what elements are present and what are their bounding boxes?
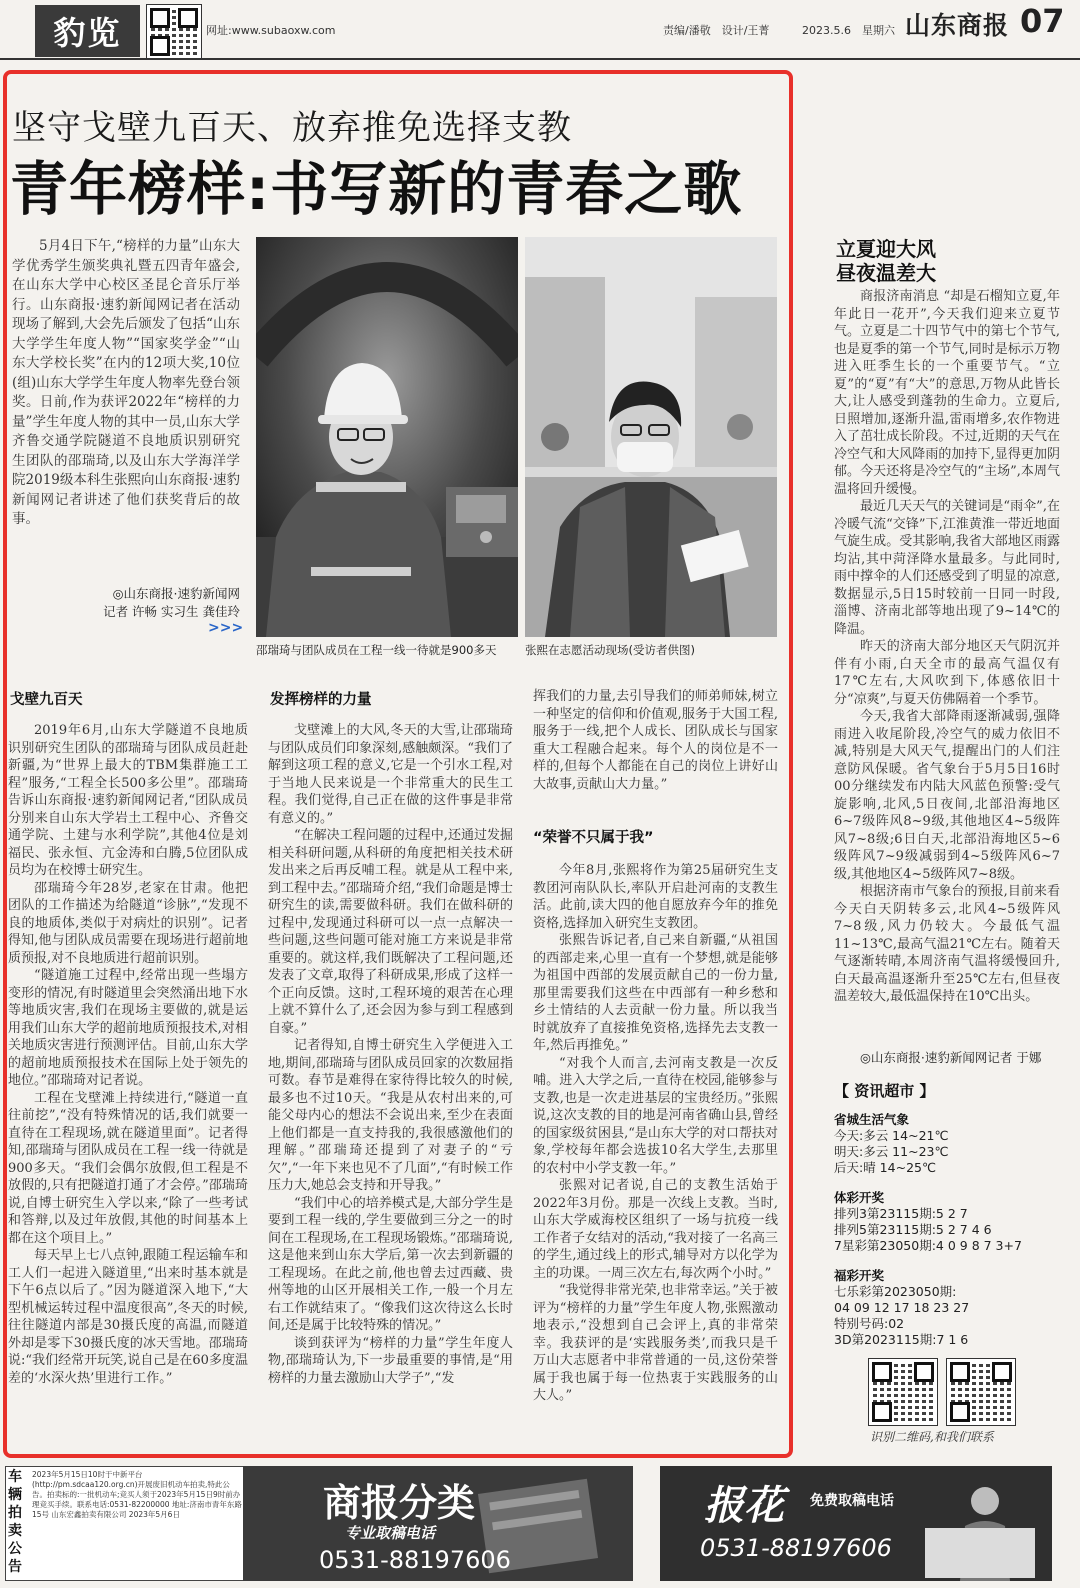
- header-qr-code[interactable]: [146, 4, 202, 60]
- baohua-ad-banner[interactable]: [660, 1466, 1052, 1581]
- classified-phone[interactable]: 0531-88197606: [319, 1546, 511, 1574]
- photo1-caption: 邵瑞琦与团队成员在工程一线一待就是900多天: [256, 643, 497, 657]
- volunteer-photo-illustration: [525, 237, 777, 637]
- byline-outlet: ◎山东商报·速豹新闻网: [112, 586, 240, 601]
- paragraph: 戈壁滩上的大风,冬天的大雪,让邵瑞琦与团队成员们印象深刻,感触颇深。“我们了解到这项工程的意义,它是一个引水工程,对于当地人民来说是一个非常重大的民生工程。我们觉得,自己正在做的这件事是非常有意义的。”: [268, 723, 513, 826]
- paragraph: 今天,我省大部降雨逐渐减弱,强降雨进入收尾阶段,冷空气的威力依旧不减,特别是大风天气,提醒出门的人们注意防风保暖。省气象台于5月5日16时00分继续发布内陆大风蓝色预警:受气旋影响,北风,5日夜间,北部沿海地区6~7级阵风8~9级,其他地区4~5级阵风7~8级;6日白天,北部沿海地区5~6级阵风7~9级减弱到4~5级阵风6~7级,其他地区4~5级阵风7~8级。: [834, 709, 1060, 882]
- paragraph: 记者得知,自博士研究生入学便进入工地,期间,邵瑞琦与团队成员回家的次数屈指可数。春节是难得在家待得比较久的时候,最多也不过10天。“我是从农村出来的,可能父母内心的想法不会说出来,至少在表面上他们都是一直支持我的,我很感激他们的理解。”邵瑞琦还提到了对妻子的“亏欠”,“一年下来也见不了几面”,“有时候工作压力大,她总会支持和开导我。”: [268, 1038, 513, 1193]
- paragraph: 商报济南消息 “却是石榴知立夏,年年此日一花开”,今天我们迎来立夏节气。立夏是二十四节气中的第七个节气,也是夏季的第一个节气,同时是标示万物进入旺季生长的一个重要节气。“立夏”的“夏”有“大”的意思,万物从此皆长大,让人感受到蓬勃的生命力。立夏后,日照增加,逐渐升温,雷雨增多,农作物进入了茁壮成长阶段。不过,近期的天气在冷空气和大风降雨的加持下,显得更加阴郁。今天还将是冷空气的“主场”,本周气温将回升缓慢。: [834, 289, 1060, 497]
- classified-subtitle: 专业取稿电话: [345, 1524, 436, 1542]
- baohua-subtitle: 免费取稿电话: [810, 1493, 894, 1509]
- header-divider: [0, 58, 1080, 60]
- paragraph: “我们中心的培养模式是,大部分学生是要到工程一线的,学生要做到三分之一的时间在工程现场,在工程现场锻炼。”邵瑞琦说,这是他来到山东大学后,第一次去到新疆的工程现场。在此之前,他也曾去过西藏、贵州等地的山区开展相关工作,一般一个月左右工作就结束了。“像我们这次待这么长时间,还是属于比较特殊的情况。”: [268, 1195, 513, 1333]
- info-market-heading: 【 资讯超市 】: [834, 1082, 935, 1100]
- weather-block: [834, 1110, 1060, 1176]
- paragraph: 今年8月,张熙将作为第25届研究生支教团河南队队长,率队开启赴河南的支教生活。此前,读大四的他自愿放弃今年的推免资格,选择加入研究生支教团。: [533, 863, 778, 931]
- paragraph: 挥我们的力量,去引导我们的师弟师妹,树立一种坚定的信仰和价值观,服务于大国工程,服务于一线,把个人成长、团队成长与国家重大工程融合起来。每个人的岗位是不一样的,但每个人都能在自己的岗位上讲好山大故事,贡献山大力量。”: [533, 689, 778, 792]
- lottery-result: 七乐彩第2023050期:: [834, 1284, 957, 1299]
- page-number: 07: [1020, 2, 1065, 40]
- editor-credit: 责编/潘敬 设计/王菁: [663, 24, 770, 37]
- issue-date: 2023.5.6 星期六: [802, 24, 895, 37]
- sidebar-title-line-1: 立夏迎大风: [836, 237, 936, 261]
- article-column-2: [268, 722, 513, 1387]
- lottery-result: 排列3第23115期:5 2 7: [834, 1206, 968, 1221]
- photo2-caption: 张熙在志愿活动现场(受访者供图): [525, 643, 695, 657]
- lottery-result: 特别号码:02: [834, 1316, 905, 1331]
- paper-name: 山东商报: [905, 11, 1010, 40]
- auction-notice-text: 2023年5月15日10时于中新平台(http://pm.sdcaa120.org.cn)开展废旧机动车拍卖,特此公告。拍卖标的:一批机动车;竞买人须于2023年5月15日9时前办理竞买手续。联系电话:0531-82200000 地址:济南市青年东路15号 山东宏鑫拍卖有限公司 2023年5月6日: [32, 1470, 242, 1519]
- more-arrow[interactable]: >>>: [208, 620, 244, 636]
- paragraph: “在解决工程问题的过程中,还通过发掘相关科研问题,从科研的角度把相关技术研发出来之后再反哺工程。就是从工程中来,到工程中去。”邵瑞琦介绍,“我们命题是博士研究生的读,需要做科研。我们在做科研的过程中,发现通过科研可以一点一点解决一些问题,这些问题可能对施工方来说是非常重要的。就这样,我们既解决了工程问题,还发表了文章,取得了科研成果,形成了这样一个正向反馈。这时,工程环境的艰苦在心理上就不算什么了,还会因为参与到工程感到自豪。”: [268, 828, 513, 1036]
- article-byline: [90, 585, 240, 621]
- contact-qr-code-2[interactable]: [946, 1358, 1016, 1426]
- article-column-3-lead: [533, 688, 778, 793]
- paragraph: 昨天的济南大部分地区天气阴沉并伴有小雨,白天全市的最高气温仅有17℃左右,大风吹到下,体感依旧十分“凉爽”,与夏天仿佛隔着一个季节。: [834, 639, 1060, 707]
- paragraph: 最近几天天气的关键词是“雨伞”,在冷暖气流“交锋”下,江淮黄淮一带近地面气旋生成。受其影响,我省大部地区雨露均沾,其中菏泽降水量最多。与此同时,雨中撑伞的人们还感受到了明显的凉意,数据显示,5日15时较前一日同一时段,淄博、济南北部等地出现了9~14℃的降温。: [834, 499, 1060, 637]
- classified-title: 商报分类: [323, 1481, 476, 1525]
- paragraph: 邵瑞琦今年28岁,老家在甘肃。他把团队的工作描述为给隧道“诊脉”,“发现不良的地质体,类似于对病灶的识别”。记者得知,他与团队成员需要在现场进行超前地质预报,对不良地质进行超前识别。: [8, 880, 248, 966]
- contact-qr-code-1[interactable]: [868, 1358, 938, 1426]
- lottery-result: 7星彩第23050期:4 0 9 8 7 3+7: [834, 1238, 1022, 1253]
- paragraph: 张熙告诉记者,自己来自新疆,“从祖国的西部走来,心里一直有一个梦想,就是能够为祖国中西部的发展贡献自己的一份力量,那里需要我们这些在中西部有一种乡愁和乡土情结的人去贡献一份力量。所以我当时就放弃了直接推免资格,选择先去支教一年,然后再推免。”: [533, 933, 778, 1053]
- paragraph: 工程在戈壁滩上持续进行,“隧道一直往前挖”,“没有特殊情况的话,我们就要一直待在工程现场,就在隧道里面”。记者得知,邵瑞琦与团队成员在工程一线一待就是900多天。“我们会偶尔放假,但工程是不放假的,只有把隧道打通了才会停。”邵瑞琦说,自博士研究生入学以来,“除了一些考试和答辩,以及过年放假,其他的时间基本上都在这个项目上。”: [8, 1090, 248, 1246]
- tunnel-photo-illustration: [256, 237, 518, 637]
- paragraph: “对我个人而言,去河南支教是一次反哺。进入大学之后,一直待在校园,能够参与支教,也是一次走进基层的宝贵经历。”张熙说,这次支教的目的地是河南省确山县,曾经的国家级贫困县,“是山东大学的对口帮扶对象,学校每年都会选拔10名大学生,去那里的农村中小学支教一年。”: [533, 1055, 778, 1176]
- sidebar-weather-article: [834, 288, 1060, 1006]
- baohua-phone[interactable]: 0531-88197606: [700, 1534, 892, 1562]
- paragraph: 2019年6月,山东大学隧道不良地质识别研究生团队的邵瑞琦与团队成员赶赴新疆,为“世界上最大的TBM集群施工工程”服务,“工程全长500多公里”。邵瑞琦告诉山东商报·速豹新闻网记者,“团队成员分别来自山东大学岩土工程中心、齐鲁交通学院、土建与水利学院”,其他4位是刘福民、张永恒、亢金涛和白腾,5位团队成员均为在校博士研究生。: [8, 723, 248, 878]
- lottery-result: 3D第2023115期:7 1 6: [834, 1332, 969, 1347]
- paragraph: “隧道施工过程中,经常出现一些塌方变形的情况,有时隧道里会突然涌出地下水等地质灾害,我们在现场主要做的,就是运用我们山东大学的超前地质预报技术,对相关地质灾害进行预测评估。目前,山东大学的超前地质预报技术在国际上处于领先的地位。”邵瑞琦对记者说。: [8, 968, 248, 1088]
- sidebar-credit: ◎山东商报·速豹新闻网记者 于娜: [860, 1050, 1042, 1065]
- qr-caption: 识别二维码,和我们联系: [870, 1430, 994, 1444]
- paragraph: 谈到获评为“榜样的力量”学生年度人物,邵瑞琦认为,下一步最重要的事情,是“用榜样的力量去激励山大学子”,“发: [268, 1335, 513, 1386]
- article-column-3: [533, 862, 778, 1405]
- paragraph: 根据济南市气象台的预报,目前来看今天白天阴转多云,北风4~5级阵风7~8级,风力仍较大。今最低气温11~13℃,最高气温21℃左右。随着天气逐渐转晴,本周济南气温将缓慢回升,白天最高温逐渐升至25℃左右,但昼夜温差较大,最低温保持在10℃出头。: [834, 884, 1060, 1004]
- sidebar-title-line-2: 昼夜温差大: [836, 261, 936, 285]
- paragraph: “我觉得非常光荣,也非常幸运。”关于被评为“榜样的力量”学生年度人物,张熙激动地表示,“没想到自己会评上,真的非常荣幸。我获评的是‘实践服务类’,而我只是千万山大志愿者中非常普通的一员,这份荣誉属于我也属于每一位热衷于实践服务的山大人。”: [533, 1283, 778, 1403]
- article-column-1: [8, 722, 248, 1387]
- section-title-honor: “荣誉不只属于我”: [533, 830, 654, 846]
- intro-text: 5月4日下午,“榜样的力量”山东大学优秀学生颁奖典礼暨五四青年盛会,在山东大学中心校区圣昆仑音乐厅举行。山东商报·速豹新闻网记者在活动现场了解到,大会先后颁发了包括“山东大学学生年度人物”“国家奖学金”“山东大学校长奖”在内的12项大奖,10位(组)山东大学学生年度人物率先登台领奖。日前,作为获评2022年“榜样的力量”学生年度人物的其中一员,山东大学齐鲁交通学院隧道不良地质识别研究生团队的邵瑞琦,以及山东大学海洋学院2019级本科生张熙向山东商报·速豹新闻网记者讲述了他们获奖背后的故事。: [12, 238, 240, 527]
- article-intro: [12, 237, 240, 530]
- auction-notice-label: 车辆拍卖公告: [8, 1469, 22, 1575]
- section-title-gobi: 戈壁九百天: [10, 692, 83, 708]
- welfare-lottery-block: [834, 1266, 1060, 1348]
- welfare-lottery-title: 福彩开奖: [834, 1268, 885, 1283]
- classified-ad-banner[interactable]: [243, 1466, 633, 1581]
- photo-zhang-xi: [525, 237, 777, 637]
- section-tag: 豹览: [35, 5, 140, 57]
- byline-reporters: 记者 许畅 实习生 龚佳玲: [103, 604, 240, 619]
- article-kicker: 坚守戈壁九百天、放弃推免选择支教: [12, 108, 572, 148]
- weather-title: 省城生活气象: [834, 1112, 910, 1127]
- weather-day-after: 后天:晴 14~25℃: [834, 1160, 937, 1175]
- weather-today: 今天:多云 14~21℃: [834, 1128, 949, 1143]
- article-headline: 青年榜样:书写新的青春之歌: [10, 155, 743, 223]
- paragraph: 张熙对记者说,自己的支教生活始于2022年3月份。那是一次线上支教。当时,山东大学威海校区组织了一场与抗疫一线工作者子女结对的活动,“我对接了一名高三的学生,通过线上的形式,辅导对方以化学为主的功课。一周三次左右,每次两个小时。”: [533, 1178, 778, 1281]
- sports-lottery-title: 体彩开奖: [834, 1190, 885, 1205]
- section-title-role-model: 发挥榜样的力量: [270, 692, 372, 708]
- paragraph: 每天早上七八点钟,跟随工程运输车和工人们一起进入隧道里,“出来时基本就是下午6点以后了。”因为隧道深入地下,“大型机械运转过程中温度很高”,冬天的时候,往往隧道内部是30摄氏度的高温,而隧道外却是零下30摄氏度的冰天雪地。邵瑞琦说:“我们经常开玩笑,说自己是在60多度温差的‘水深火热’里进行工作。”: [8, 1248, 248, 1386]
- photo-shao-ruiqi: [256, 237, 518, 637]
- weather-tomorrow: 明天:多云 11~23℃: [834, 1144, 949, 1159]
- lottery-result: 04 09 12 17 18 23 27: [834, 1300, 970, 1315]
- lottery-result: 排列5第23115期:5 2 7 4 6: [834, 1222, 992, 1237]
- baohua-title: 报花: [704, 1483, 784, 1529]
- website[interactable]: 网址:www.subaoxw.com: [206, 24, 336, 37]
- sports-lottery-block: [834, 1188, 1060, 1254]
- sidebar-headline: [836, 237, 936, 285]
